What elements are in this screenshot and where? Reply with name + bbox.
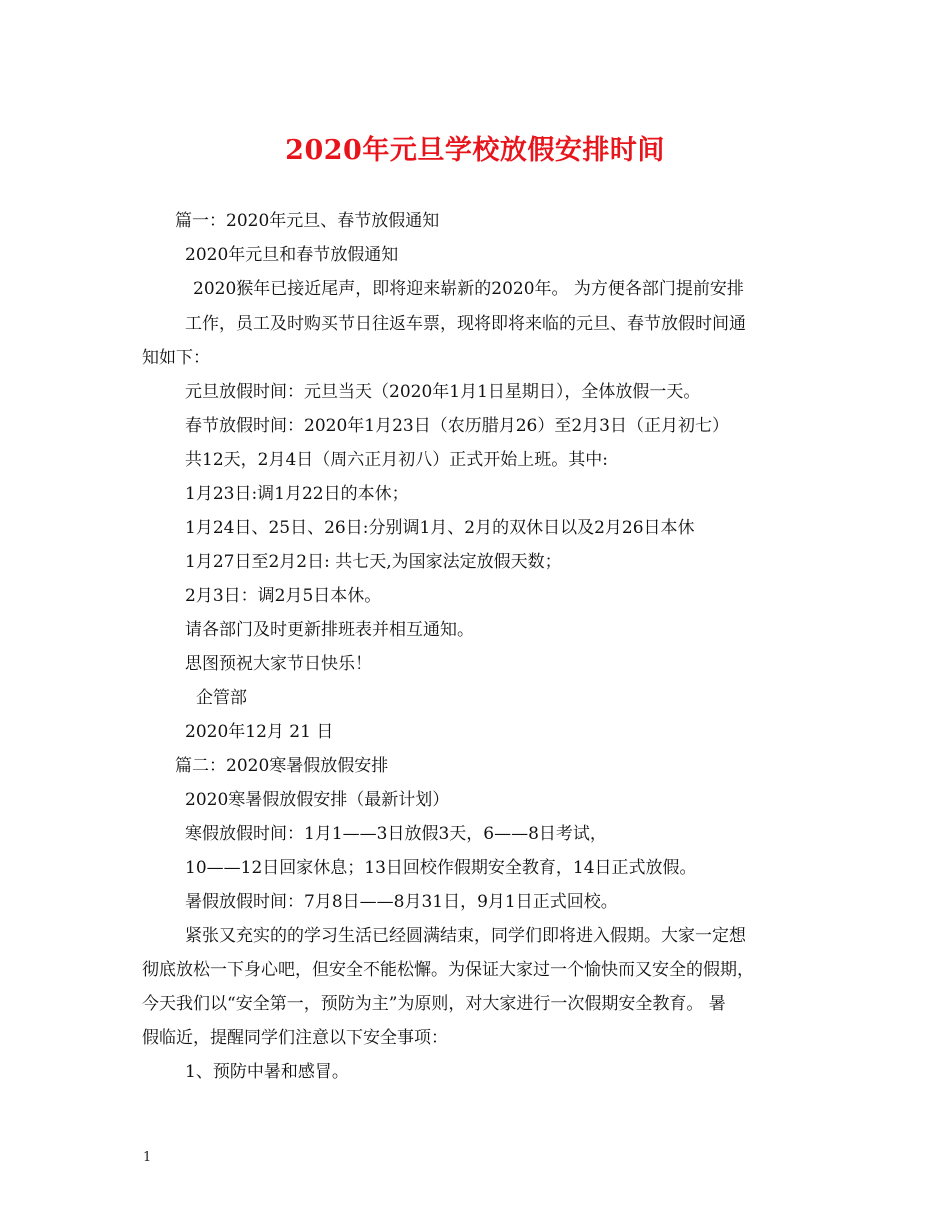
text-line: 工作，员工及时购买节日往返车票，现将即将来临的元旦、春节放假时间通: [185, 314, 746, 334]
text-line: 2020年12月 21 日: [185, 722, 334, 742]
page-number: 1: [143, 1150, 152, 1165]
text-line: 春节放假时间：2020年1月23日（农历腊月26）至2月3日（正月初七）: [185, 416, 729, 436]
text-line: 企管部: [196, 688, 247, 708]
text-line: 10——12日回家休息；13日回校作假期安全教育，14日正式放假。: [185, 858, 697, 878]
text-line: 1月23日:调1月22日的本休；: [185, 484, 409, 504]
text-line: 1、预防中暑和感冒。: [185, 1062, 349, 1082]
text-line: 篇一：2020年元旦、春节放假通知: [175, 211, 440, 231]
text-line: 今天我们以“安全第一，预防为主”为原则，对大家进行一次假期安全教育。 暑: [142, 994, 726, 1014]
text-line: 思图预祝大家节日快乐！: [185, 654, 372, 674]
text-line: 共12天，2月4日（周六正月初八）正式开始上班。其中:: [185, 450, 608, 470]
text-line: 寒假放假时间：1月1——3日放假3天，6——8日考试，: [185, 824, 607, 844]
text-line: 2020年元旦和春节放假通知: [185, 245, 399, 265]
text-line: 2020寒暑假放假安排（最新计划）: [185, 790, 450, 810]
text-line: 元旦放假时间：元旦当天（2020年1月1日星期日），全体放假一天。: [185, 382, 701, 402]
text-line: 知如下：: [142, 348, 210, 368]
text-line: 1月24日、25日、26日:分别调1月、2月的双休日以及2月26日本休: [185, 518, 695, 538]
text-line: 暑假放假时间：7月8日——8月31日，9月1日正式回校。: [185, 892, 618, 912]
text-line: 2月3日：调2月5日本休。: [185, 586, 382, 606]
text-line: 紧张又充实的的学习生活已经圆满结束，同学们即将进入假期。大家一定想: [185, 926, 746, 946]
text-line: 彻底放松一下身心吧，但安全不能松懈。为保证大家过一个愉快而又安全的假期，: [142, 960, 754, 980]
document-title: 2020年元旦学校放假安排时间: [285, 135, 665, 166]
text-line: 2020猴年已接近尾声，即将迎来崭新的2020年。 为方便各部门提前安排: [193, 279, 744, 299]
text-line: 假临近，提醒同学们注意以下安全事项：: [142, 1028, 448, 1048]
text-line: 请各部门及时更新排班表并相互通知。: [185, 620, 474, 640]
text-line: 篇二：2020寒暑假放假安排: [175, 756, 389, 776]
text-line: 1月27日至2月2日: 共七天,为国家法定放假天数；: [185, 552, 562, 572]
